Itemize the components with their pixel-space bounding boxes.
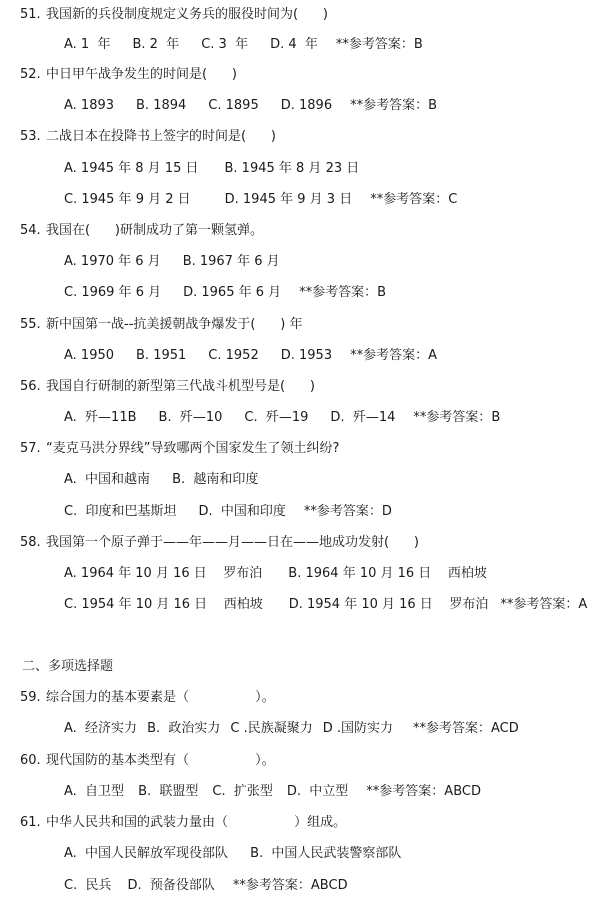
option-b: B. 政治实力 [147,721,221,736]
option-c: C. 歼—19 [244,410,309,425]
options-57-row2 [64,503,392,521]
options-57-row1 [64,471,258,489]
option-c: C. 3 年 [201,37,249,52]
option-a: A. 1893 [64,98,115,113]
option-b: B. 联盟型 [138,784,199,799]
options-58-row1 [64,565,487,583]
answer-key: **参考答案：ABCD [232,878,348,893]
question-text: 新中国第一战--抗美援朝战争爆发于( ) 年 [46,317,303,332]
options-51 [64,36,423,54]
question-60 [20,752,275,770]
option-b: B. 1945 年 8 月 23 日 [224,161,360,176]
option-b: B. 2 年 [132,37,180,52]
option-d: D. 预备役部队 [127,878,215,893]
option-b: B. 1964 年 10 月 16 日 西柏坡 [288,566,487,581]
question-59 [20,689,275,707]
question-text: 中华人民共和国的武装力量由（ ）组成。 [46,815,347,830]
question-text: 现代国防的基本类型有（ ）。 [46,753,275,768]
option-d: D. 1954 年 10 月 16 日 罗布泊 [288,597,489,612]
question-55 [20,316,302,334]
option-a: A. 1 年 [64,37,111,52]
option-c: C. 印度和巴基斯坦 [64,504,177,519]
question-text: 我国在( )研制成功了第一颗氢弹。 [46,223,263,238]
question-number: 58. [20,535,41,550]
option-a: A. 歼—11B [64,410,137,425]
question-number: 57. [20,441,41,456]
option-a: A. 自卫型 [64,784,125,799]
options-52 [64,97,437,115]
option-d: D. 4 年 [270,37,318,52]
question-text: 我国新的兵役制度规定义务兵的服役时间为( ) [46,7,328,22]
options-55 [64,347,437,365]
question-number: 55. [20,317,41,332]
answer-key: **参考答案：B [335,37,423,52]
option-a: A. 1950 [64,348,115,363]
options-59 [64,720,519,738]
option-a: A. 中国人民解放军现役部队 [64,846,229,861]
answer-key: **参考答案：B [413,410,501,425]
option-a: A. 中国和越南 [64,472,151,487]
option-b: B. 1967 年 6 月 [182,254,280,269]
question-52 [20,66,237,84]
options-53-row2 [64,191,457,209]
options-54-row2 [64,284,386,302]
option-d: D. 1965 年 6 月 [183,285,282,300]
option-d: D .国防实力 [322,721,394,736]
question-53 [20,128,276,146]
answer-key: **参考答案：B [299,285,387,300]
question-number: 54. [20,223,41,238]
question-56 [20,378,315,396]
question-51 [20,6,328,24]
option-d: D. 1953 [280,348,333,363]
option-a: A. 1970 年 6 月 [64,254,161,269]
question-text: 中日甲午战争发生的时间是( ) [46,67,237,82]
question-58 [20,534,419,552]
option-c: C. 1945 年 9 月 2 日 [64,192,191,207]
question-text: 二战日本在投降书上签字的时间是( ) [46,129,276,144]
answer-key: **参考答案：C [370,192,458,207]
question-text: 我国第一个原子弹于——年——月——日在——地成功发射( ) [46,535,419,550]
option-b: B. 中国人民武装警察部队 [250,846,402,861]
question-number: 53. [20,129,41,144]
section-title: 二、多项选择题 [22,659,114,674]
option-b: B. 1894 [136,98,187,113]
option-d: D. 中立型 [286,784,349,799]
question-text: 我国自行研制的新型第三代战斗机型号是( ) [46,379,315,394]
options-56 [64,409,500,427]
option-d: D. 1896 [280,98,333,113]
option-c: C. 扩张型 [212,784,273,799]
answer-key: **参考答案：B [350,98,438,113]
option-a: A. 经济实力 [64,721,138,736]
option-a: A. 1945 年 8 月 15 日 [64,161,199,176]
answer-key: **参考答案：A [350,348,437,363]
question-text: 综合国力的基本要素是（ ）。 [46,690,275,705]
question-number: 52. [20,67,41,82]
option-a: A. 1964 年 10 月 16 日 罗布泊 [64,566,263,581]
option-c: C .民族凝聚力 [230,721,313,736]
options-61-row1 [64,845,401,863]
answer-key: **参考答案：D [303,504,392,519]
question-number: 60. [20,753,41,768]
question-text: “麦克马洪分界线”导致哪两个国家发生了领土纠纷? [46,441,340,456]
answer-key: **参考答案：ACD [413,721,519,736]
option-c: C. 1954 年 10 月 16 日 西柏坡 [64,597,263,612]
options-60 [64,783,481,801]
options-58-row2 [64,596,587,614]
answer-key: **参考答案：ABCD [366,784,481,799]
option-c: C. 民兵 [64,878,112,893]
question-61 [20,814,346,832]
option-b: B. 越南和印度 [172,472,259,487]
option-d: D. 中国和印度 [198,504,286,519]
question-number: 59. [20,690,41,705]
question-57 [20,440,339,458]
option-d: D. 1945 年 9 月 3 日 [224,192,353,207]
options-53-row1 [64,160,359,178]
question-number: 61. [20,815,41,830]
question-number: 56. [20,379,41,394]
answer-key: **参考答案：A [500,597,588,612]
question-number: 51. [20,7,41,22]
option-c: C. 1895 [208,98,259,113]
option-b: B. 1951 [136,348,187,363]
option-d: D. 歼—14 [330,410,396,425]
options-54-row1 [64,253,280,271]
option-c: C. 1952 [208,348,259,363]
option-b: B. 歼—10 [158,410,223,425]
options-61-row2 [64,877,348,895]
option-c: C. 1969 年 6 月 [64,285,162,300]
question-54 [20,222,263,240]
